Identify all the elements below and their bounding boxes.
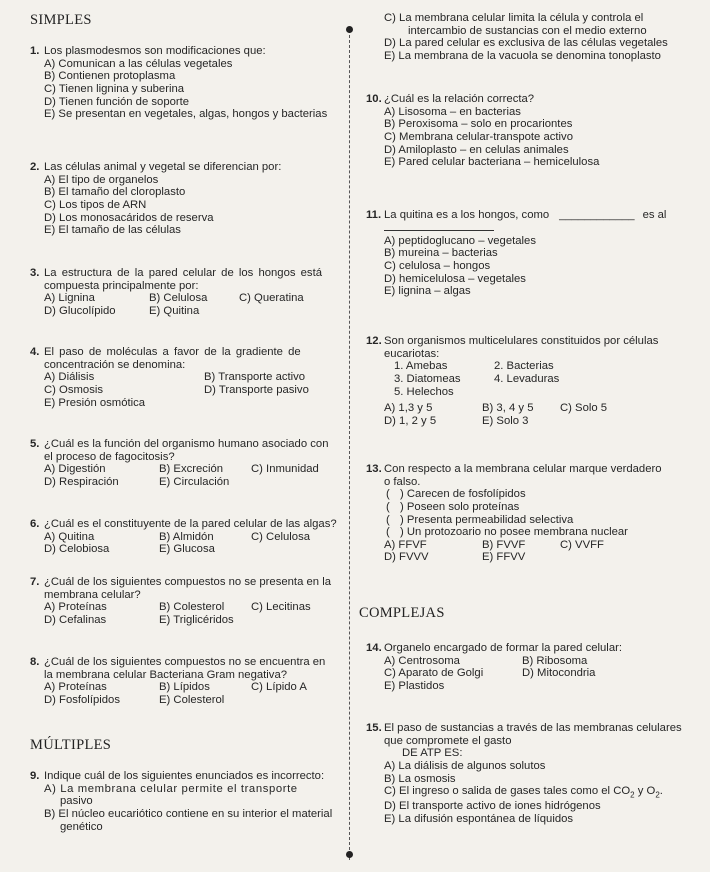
- q7-option-e[interactable]: E) Triglicéridos: [159, 613, 234, 626]
- q12-stem-line1: Son organismos multicelulares constituidos por células: [384, 335, 659, 347]
- q1-option-c[interactable]: C) Tienen lignina y suberina: [44, 82, 185, 95]
- q8-option-c[interactable]: C) Lípido A: [251, 681, 307, 694]
- q15-stem-line2: que compromete el gasto: [384, 734, 512, 747]
- q12-item-3: 3. Diatomeas: [394, 372, 461, 385]
- q9-option-d[interactable]: D) La pared celular es exclusiva de las células vegetales: [384, 37, 668, 50]
- q15-co2-subscript: 2: [630, 790, 635, 800]
- question-9: [30, 770, 354, 833]
- q13-answer-box-1[interactable]: (: [386, 488, 390, 501]
- q4-option-e[interactable]: E) Presión osmótica: [44, 396, 146, 409]
- q11-stem: La quitina es a los hongos, como: [384, 209, 550, 221]
- q12-stem-line2: eucariotas:: [384, 347, 440, 360]
- q5-option-b[interactable]: B) Excreción: [159, 463, 224, 476]
- q15-number: 15.: [366, 722, 382, 734]
- q3-option-c[interactable]: C) Queratina: [239, 292, 304, 305]
- q14-option-c[interactable]: C) Aparato de Golgi: [384, 667, 484, 680]
- q8-option-a[interactable]: A) Proteínas: [44, 681, 107, 694]
- q3-option-a[interactable]: A) Lignina: [44, 292, 95, 305]
- q6-stem: ¿Cuál es el constituyente de la pared celular de las algas?: [44, 518, 337, 530]
- q6-option-a[interactable]: A) Quitina: [44, 530, 95, 543]
- q4-stem-line2: concentración se denomina:: [44, 358, 186, 371]
- q1-number: 1.: [30, 45, 40, 57]
- q13-answer-box-2[interactable]: (: [386, 500, 390, 513]
- q8-stem-line1: ¿Cuál de los siguientes compuestos no se encuentra en: [44, 656, 326, 668]
- q4-option-a[interactable]: A) Diálisis: [44, 371, 95, 384]
- q11-option-b[interactable]: B) mureina – bacterias: [384, 247, 498, 260]
- q7-option-a[interactable]: A) Proteínas: [44, 601, 107, 614]
- q10-option-a[interactable]: A) Lisosoma – en bacterias: [384, 105, 521, 118]
- q3-option-d[interactable]: D) Glucolípido: [44, 304, 116, 317]
- q4-option-d[interactable]: D) Transporte pasivo: [204, 383, 309, 396]
- q12-option-c[interactable]: C) Solo 5: [560, 402, 608, 415]
- q13-statement-4: ) Un protozoario no posee membrana nuclear: [400, 526, 628, 539]
- q9-stem: Indique cuál de los siguientes enunciados es incorrecto:: [44, 770, 325, 782]
- q13-option-d[interactable]: D) FVVV: [384, 551, 429, 564]
- q9-option-a[interactable]: A) La membrana celular permite el transporte: [44, 782, 298, 795]
- q14-option-e[interactable]: E) Plastidos: [384, 679, 445, 692]
- q4-number: 4.: [30, 346, 40, 358]
- q10-option-e[interactable]: E) Pared celular bacteriana – hemicelulosa: [384, 156, 600, 169]
- q3-stem-line2: compuesta principalmente por:: [44, 279, 199, 292]
- q15-option-d[interactable]: D) El transporte activo de iones hidrógenos: [384, 800, 601, 813]
- q11-stem-tail: es al: [642, 209, 667, 221]
- q13-statement-2: ) Poseen solo proteínas: [400, 500, 520, 513]
- q5-stem-line1: ¿Cuál es la función del organismo humano asociado con: [44, 438, 329, 450]
- q5-number: 5.: [30, 438, 40, 450]
- q9-option-e[interactable]: E) La membrana de la vacuola se denomina tonoplasto: [384, 49, 661, 62]
- q11-blank-line: [384, 222, 494, 231]
- q5-option-a[interactable]: A) Digestión: [44, 463, 106, 476]
- q10-number: 10.: [366, 93, 382, 105]
- q7-number: 7.: [30, 576, 40, 588]
- divider-dot-top: [346, 26, 353, 33]
- q13-stem-line2: o falso.: [384, 475, 421, 488]
- q4-option-c[interactable]: C) Osmosis: [44, 383, 103, 396]
- q11-option-e[interactable]: E) lignina – algas: [384, 285, 471, 298]
- q15-option-b[interactable]: B) La osmosis: [384, 772, 456, 785]
- question-12: [366, 335, 696, 427]
- q8-option-e[interactable]: E) Colesterol: [159, 693, 225, 706]
- q14-stem: Organelo encargado de formar la pared celular:: [384, 642, 623, 654]
- q9-option-b[interactable]: B) El núcleo eucariótico contiene en su interior el material: [44, 807, 333, 820]
- q2-stem: Las células animal y vegetal se diferencian por:: [44, 161, 282, 173]
- q9-option-b-cont[interactable]: genético: [60, 820, 103, 833]
- q9-option-c[interactable]: C) La membrana celular limita la célula y controla el: [384, 12, 644, 24]
- q1-option-d[interactable]: D) Tienen función de soporte: [44, 95, 190, 108]
- q10-option-b[interactable]: B) Peroxisoma – solo en procariontes: [384, 118, 573, 131]
- q6-option-d[interactable]: D) Celobiosa: [44, 543, 110, 556]
- question-4: [30, 346, 348, 409]
- q14-number: 14.: [366, 642, 382, 654]
- q15-option-e[interactable]: E) La difusión espontánea de líquidos: [384, 813, 574, 826]
- q12-option-d[interactable]: D) 1, 2 y 5: [384, 414, 437, 427]
- question-11: [366, 209, 696, 298]
- q11-number: 11.: [366, 209, 382, 221]
- section-complejas: COMPLEJAS: [359, 605, 445, 621]
- question-5: [30, 438, 348, 489]
- q12-item-2: 2. Bacterias: [494, 360, 554, 373]
- q2-option-a[interactable]: A) El tipo de organelos: [44, 173, 159, 186]
- q13-statement-3: ) Presenta permeabilidad selectiva: [400, 513, 574, 526]
- section-simples: SIMPLES: [30, 12, 92, 28]
- q12-item-1: 1. Amebas: [394, 360, 448, 373]
- q2-option-c[interactable]: C) Los tipos de ARN: [44, 198, 147, 211]
- q15-stem-line3: DE ATP ES:: [402, 747, 463, 760]
- question-3: [30, 267, 348, 318]
- divider-dot-bottom: [346, 851, 353, 858]
- q10-stem: ¿Cuál es la relación correcta?: [384, 93, 535, 105]
- q6-option-b[interactable]: B) Almidón: [159, 530, 214, 543]
- q2-option-e[interactable]: E) El tamaño de las células: [44, 224, 181, 237]
- q15-option-a[interactable]: A) La diálisis de algunos solutos: [384, 759, 546, 772]
- q6-option-c[interactable]: C) Celulosa: [251, 530, 311, 543]
- q13-option-b[interactable]: B) FVVF: [482, 538, 526, 551]
- q15-option-c-end: .: [659, 785, 663, 798]
- q10-option-d[interactable]: D) Amiloplasto – en celulas animales: [384, 143, 569, 156]
- q13-option-a[interactable]: A) FFVF: [384, 538, 427, 551]
- q4-option-b[interactable]: B) Transporte activo: [204, 371, 306, 384]
- q14-option-a[interactable]: A) Centrosoma: [384, 654, 460, 667]
- q13-option-e[interactable]: E) FFVV: [482, 551, 526, 564]
- q15-o2-subscript: 2: [655, 790, 660, 800]
- q13-number: 13.: [366, 463, 382, 475]
- q2-number: 2.: [30, 161, 40, 173]
- question-14: [366, 642, 696, 693]
- q9-option-a-cont[interactable]: pasivo: [60, 795, 93, 808]
- q11-blank[interactable]: ____________: [559, 209, 635, 221]
- q15-option-c[interactable]: [384, 785, 696, 800]
- q7-stem-line2: membrana celular?: [44, 588, 141, 601]
- q13-statement-1: ) Carecen de fosfolípidos: [400, 488, 526, 501]
- q12-item-5: 5. Helechos: [394, 385, 454, 398]
- question-9-continued: [384, 12, 696, 63]
- q12-option-b[interactable]: B) 3, 4 y 5: [482, 402, 534, 415]
- q9-option-c-cont[interactable]: intercambio de sustancias con el medio externo: [408, 24, 647, 37]
- q1-option-b[interactable]: B) Contienen protoplasma: [44, 70, 176, 83]
- q15-option-c-mid: y O: [634, 785, 656, 798]
- q3-option-b[interactable]: B) Celulosa: [149, 292, 208, 305]
- q10-option-c[interactable]: C) Membrana celular-transpote activo: [384, 130, 573, 143]
- q5-option-e[interactable]: E) Circulación: [159, 475, 230, 488]
- q3-option-e[interactable]: E) Quitina: [149, 304, 200, 317]
- q6-number: 6.: [30, 518, 40, 530]
- q15-stem-line1: El paso de sustancias a través de las membranas celulares: [384, 722, 682, 734]
- question-13: [366, 463, 696, 564]
- question-6: [30, 518, 364, 556]
- q12-option-e[interactable]: E) Solo 3: [482, 414, 529, 427]
- question-7: [30, 576, 354, 627]
- q12-number: 12.: [366, 335, 382, 347]
- q14-option-d[interactable]: D) Mitocondria: [522, 667, 596, 680]
- q1-stem: Los plasmodesmos son modificaciones que:: [44, 45, 266, 57]
- q7-option-b[interactable]: B) Colesterol: [159, 601, 225, 614]
- q5-option-c[interactable]: C) Inmunidad: [251, 463, 319, 476]
- question-15: [366, 722, 696, 826]
- q8-stem-line2: la membrana celular Bacteriana Gram negativa?: [44, 668, 288, 681]
- q8-option-b[interactable]: B) Lípidos: [159, 681, 210, 694]
- q7-option-c[interactable]: C) Lecitinas: [251, 601, 311, 614]
- column-divider: [349, 30, 350, 860]
- q11-option-c[interactable]: C) celulosa – hongos: [384, 259, 491, 272]
- q6-option-e[interactable]: E) Glucosa: [159, 543, 215, 556]
- q12-item-4: 4. Levaduras: [494, 372, 560, 385]
- question-10: [366, 93, 696, 169]
- q11-option-d[interactable]: D) hemicelulosa – vegetales: [384, 272, 526, 285]
- q4-stem-line1: El paso de moléculas a favor de la gradiente de: [44, 346, 301, 358]
- q15-option-c-text: C) El ingreso o salida de gases tales como el CO: [384, 785, 631, 798]
- q12-option-a[interactable]: A) 1,3 y 5: [384, 402, 433, 415]
- q2-option-b[interactable]: B) El tamaño del cloroplasto: [44, 186, 186, 199]
- q3-stem-line1: La estructura de la pared celular de los hongos está: [44, 267, 322, 279]
- q3-number: 3.: [30, 267, 40, 279]
- question-8: [30, 656, 354, 707]
- q8-number: 8.: [30, 656, 40, 668]
- q1-option-e[interactable]: E) Se presentan en vegetales, algas, hongos y bacterias: [44, 108, 328, 121]
- q11-option-a[interactable]: A) peptidoglucano – vegetales: [384, 234, 536, 247]
- q13-option-c[interactable]: C) VVFF: [560, 538, 604, 551]
- q9-number: 9.: [30, 770, 40, 782]
- q5-option-d[interactable]: D) Respiración: [44, 475, 119, 488]
- question-1: [30, 45, 348, 121]
- q13-answer-box-3[interactable]: (: [386, 513, 390, 526]
- question-2: [30, 161, 348, 237]
- q1-option-a[interactable]: A) Comunican a las células vegetales: [44, 57, 233, 70]
- q13-answer-box-4[interactable]: (: [386, 526, 390, 539]
- q14-option-b[interactable]: B) Ribosoma: [522, 654, 588, 667]
- q7-stem-line1: ¿Cuál de los siguientes compuestos no se presenta en la: [44, 576, 331, 588]
- q2-option-d[interactable]: D) Los monosacáridos de reserva: [44, 211, 214, 224]
- q8-option-d[interactable]: D) Fosfolípidos: [44, 693, 120, 706]
- q13-stem-line1: Con respecto a la membrana celular marque verdadero: [384, 463, 662, 475]
- q5-stem-line2: el proceso de fagocitosis?: [44, 450, 175, 463]
- q7-option-d[interactable]: D) Cefalinas: [44, 613, 107, 626]
- section-multiples: MÚLTIPLES: [30, 737, 112, 753]
